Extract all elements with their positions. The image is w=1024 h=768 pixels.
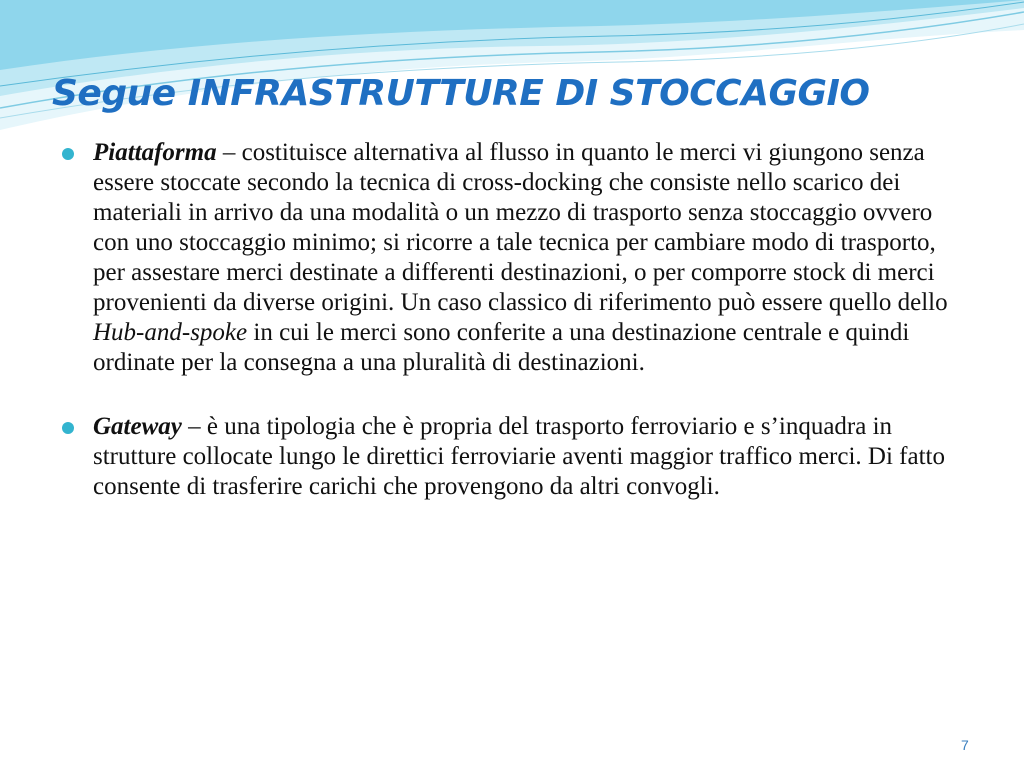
- slide-content: [62, 138, 967, 502]
- bullet-dot-icon: [62, 422, 74, 434]
- bullet-term: Gateway: [93, 413, 182, 440]
- bullet-term: Piattaforma: [93, 139, 217, 166]
- bullet-gateway: [62, 412, 967, 502]
- bullet-text: – è una tipologia che è propria del trasporto ferroviario e s’inquadra in strutture collocate lungo le direttici ferroviarie aventi maggior traffico merci. Di fatto consente di trasferire carichi che provengono da altri convogli.: [93, 413, 945, 500]
- slide-title: Segue INFRASTRUTTURE DI STOCCAGGIO: [52, 73, 870, 114]
- bullet-text: – costituisce alternativa al flusso in quanto le merci vi giungono senza essere stoccate secondo la tecnica di cross-docking che consiste nello scarico dei materiali in arrivo da una modalità o un mezzo di trasporto senza stoccaggio ovvero con uno stoccaggio minimo; si ricorre a tale tecnica per cambiare modo di trasporto, per assestare merci destinate a differenti destinazioni, o per comporre stock di merci provenienti da diverse origini. Un caso classico di riferimento può essere quello dello: [93, 139, 948, 316]
- bullet-text-continued: in cui le merci sono conferite a una destinazione centrale e quindi ordinate per la consegna a una pluralità di destinazioni.: [93, 319, 910, 376]
- bullet-piattaforma: [62, 138, 967, 378]
- bullet-italic-term: Hub-and-spoke: [93, 319, 248, 346]
- slide-number: 7: [961, 737, 969, 753]
- bullet-dot-icon: [62, 148, 74, 160]
